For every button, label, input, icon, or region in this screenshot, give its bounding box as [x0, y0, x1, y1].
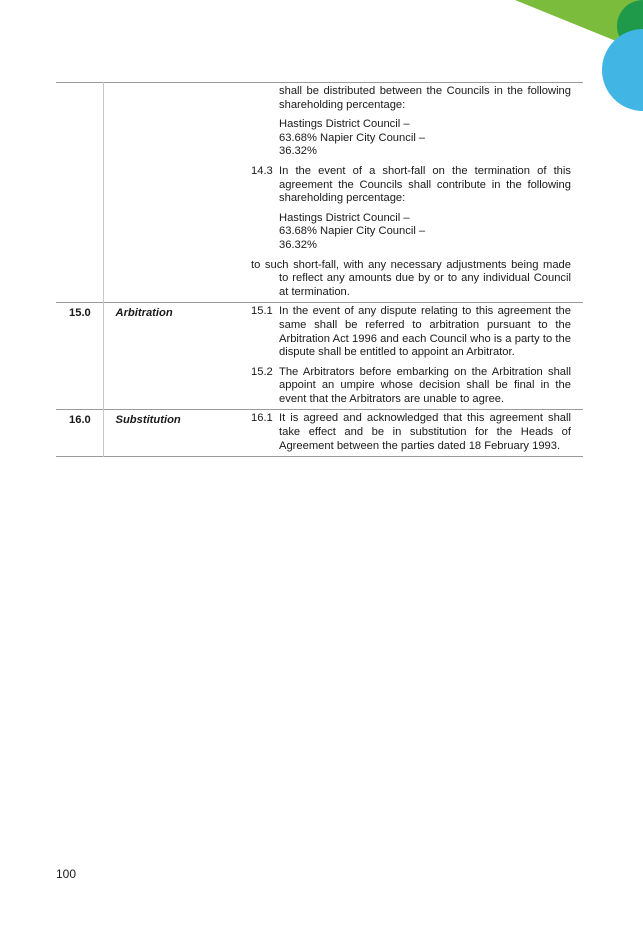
- dark-green-circle: [617, 0, 643, 52]
- agreement-clauses-table: [56, 82, 583, 457]
- subclause-number: 15.1: [251, 305, 273, 318]
- clause-14-3-tail: to such short-fall, with any necessary adjustments being made to reflect any amounts due by or to any individual Council at termination.: [251, 258, 571, 298]
- clause-14-continuation: shall be distributed between the Councils in the following shareholding percentage:: [279, 85, 571, 111]
- subclause-text: In the event of a short-fall on the termination of this agreement the Councils shall contribute in the following shareholding percentage:: [279, 164, 571, 205]
- clause-title: Substitution: [115, 414, 181, 427]
- subclause-number: 15.2: [251, 365, 273, 378]
- share-line: Hastings District Council –: [279, 211, 410, 224]
- shareholding-list-b: [279, 212, 571, 253]
- clause-number: 16.0: [56, 410, 103, 457]
- clause-row-15: [56, 303, 583, 410]
- blue-circle: [602, 29, 643, 111]
- subclause-text: It is agreed and acknowledged that this agreement shall take effect and be in substitution for the Heads of Agreement between the parties dated 18 February 1993.: [279, 412, 571, 452]
- clause-number-cell: [56, 83, 103, 303]
- page-number: 100: [56, 867, 77, 881]
- shareholding-list-a: [279, 118, 571, 159]
- clause-title-cell: [103, 83, 251, 303]
- clause-14-3: [251, 165, 571, 206]
- subclause-number: 14.3: [251, 164, 273, 177]
- subclause-number: 16.1: [251, 412, 273, 425]
- clause-title: Arbitration: [115, 307, 173, 320]
- clause-row-14-continued: [56, 83, 583, 303]
- clause-body: [251, 83, 583, 303]
- clause-16-1: [251, 412, 571, 453]
- share-line: 36.32%: [279, 145, 317, 158]
- clause-body: [251, 303, 583, 410]
- clause-number: 15.0: [56, 303, 103, 410]
- clause-row-16: [56, 410, 583, 457]
- subclause-text: In the event of any dispute relating to this agreement the same shall be referred to arbitration pursuant to the Arbitration Act 1996 and each Council who is a party to the dispute shall be entitled to appoint an Arbitrator.: [279, 305, 571, 359]
- share-line: 36.32%: [279, 238, 317, 251]
- share-line: 63.68% Napier City Council –: [279, 131, 426, 144]
- share-line: Hastings District Council –: [279, 118, 410, 131]
- green-swoosh: [515, 0, 643, 52]
- clause-15-2: [251, 366, 571, 407]
- share-line: 63.68% Napier City Council –: [279, 225, 426, 238]
- clause-15-1: [251, 305, 571, 359]
- subclause-text: The Arbitrators before embarking on the Arbitration shall appoint an umpire whose decision shall be final in the event that the Arbitrators are unable to agree.: [279, 365, 571, 405]
- clause-body: [251, 410, 583, 457]
